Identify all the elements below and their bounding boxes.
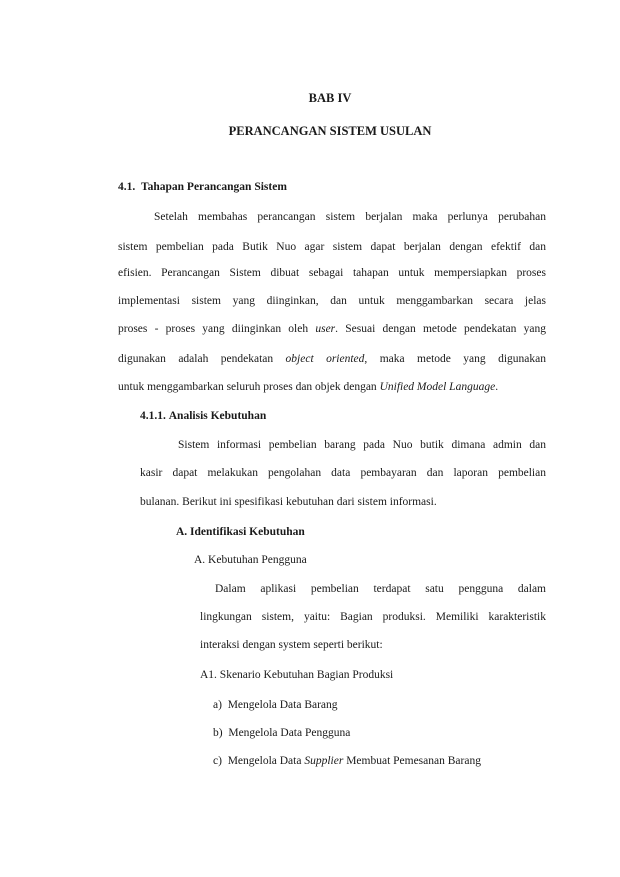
list-item	[213, 726, 350, 740]
paragraph-1-line-2: sistem pembelian pada Butik Nuo agar sistem dapat berjalan dengan efektif dan	[118, 241, 546, 253]
chapter-number: BAB IV	[308, 91, 352, 105]
section-number: 4.1.	[118, 181, 136, 193]
list-text: Mengelola Data Supplier Membuat Pemesanan Barang	[227, 755, 481, 767]
paragraph-1-line-4: implementasi sistem yang diinginkan, dan untuk menggambarkan secara jelas	[118, 295, 546, 307]
subsection-heading	[140, 409, 266, 423]
list-item	[213, 698, 338, 712]
term-supplier: Supplier	[304, 755, 344, 767]
term-user: user	[315, 323, 336, 335]
paragraph-1-line-5: proses - proses yang diinginkan oleh user. Sesuai dengan metode pendekatan yang	[118, 323, 546, 335]
list-marker: b)	[213, 727, 223, 739]
list-text: Mengelola Data Barang	[227, 699, 338, 711]
paragraph-2-line-2: kasir dapat melakukan pengolahan data pembayaran dan laporan pembelian	[140, 467, 546, 479]
scenario-heading: A1. Skenario Kebutuhan Bagian Produksi	[200, 669, 394, 681]
heading-kebutuhan-pengguna: A. Kebutuhan Pengguna	[194, 554, 307, 566]
list-marker: c)	[213, 755, 222, 767]
paragraph-1-line-6: digunakan adalah pendekatan object oriented, maka metode yang digunakan	[118, 353, 546, 365]
paragraph-1-line-1: Setelah membahas perancangan sistem berjalan maka perlunya perubahan	[154, 211, 546, 223]
list-text: Mengelola Data Pengguna	[228, 727, 351, 739]
subsection-number: 4.1.1.	[140, 410, 166, 422]
paragraph-3-line-3: interaksi dengan system seperti berikut:	[200, 639, 383, 651]
heading-identifikasi: A. Identifikasi Kebutuhan	[176, 526, 305, 538]
paragraph-3-line-2: lingkungan sistem, yaitu: Bagian produksi. Memiliki karakteristik	[200, 611, 546, 623]
list-marker: a)	[213, 699, 222, 711]
term-uml: Unified Model Language	[379, 381, 496, 393]
paragraph-3-line-1: Dalam aplikasi pembelian terdapat satu pengguna dalam	[215, 583, 546, 595]
chapter-title: PERANCANGAN SISTEM USULAN	[228, 124, 432, 138]
paragraph-1-line-3: efisien. Perancangan Sistem dibuat sebagai tahapan untuk mempersiapkan proses	[118, 267, 546, 279]
term-object-oriented: object oriented	[285, 353, 365, 365]
paragraph-2-line-1: Sistem informasi pembelian barang pada Nuo butik dimana admin dan	[178, 439, 546, 451]
subsection-title: Analisis Kebutuhan	[168, 410, 267, 422]
section-title: Tahapan Perancangan Sistem	[141, 181, 287, 193]
paragraph-2-line-3: bulanan. Berikut ini spesifikasi kebutuhan dari sistem informasi.	[140, 496, 437, 508]
paragraph-1-line-7: untuk menggambarkan seluruh proses dan objek dengan Unified Model Language.	[118, 381, 499, 393]
list-item	[213, 754, 481, 768]
section-heading	[118, 180, 287, 194]
